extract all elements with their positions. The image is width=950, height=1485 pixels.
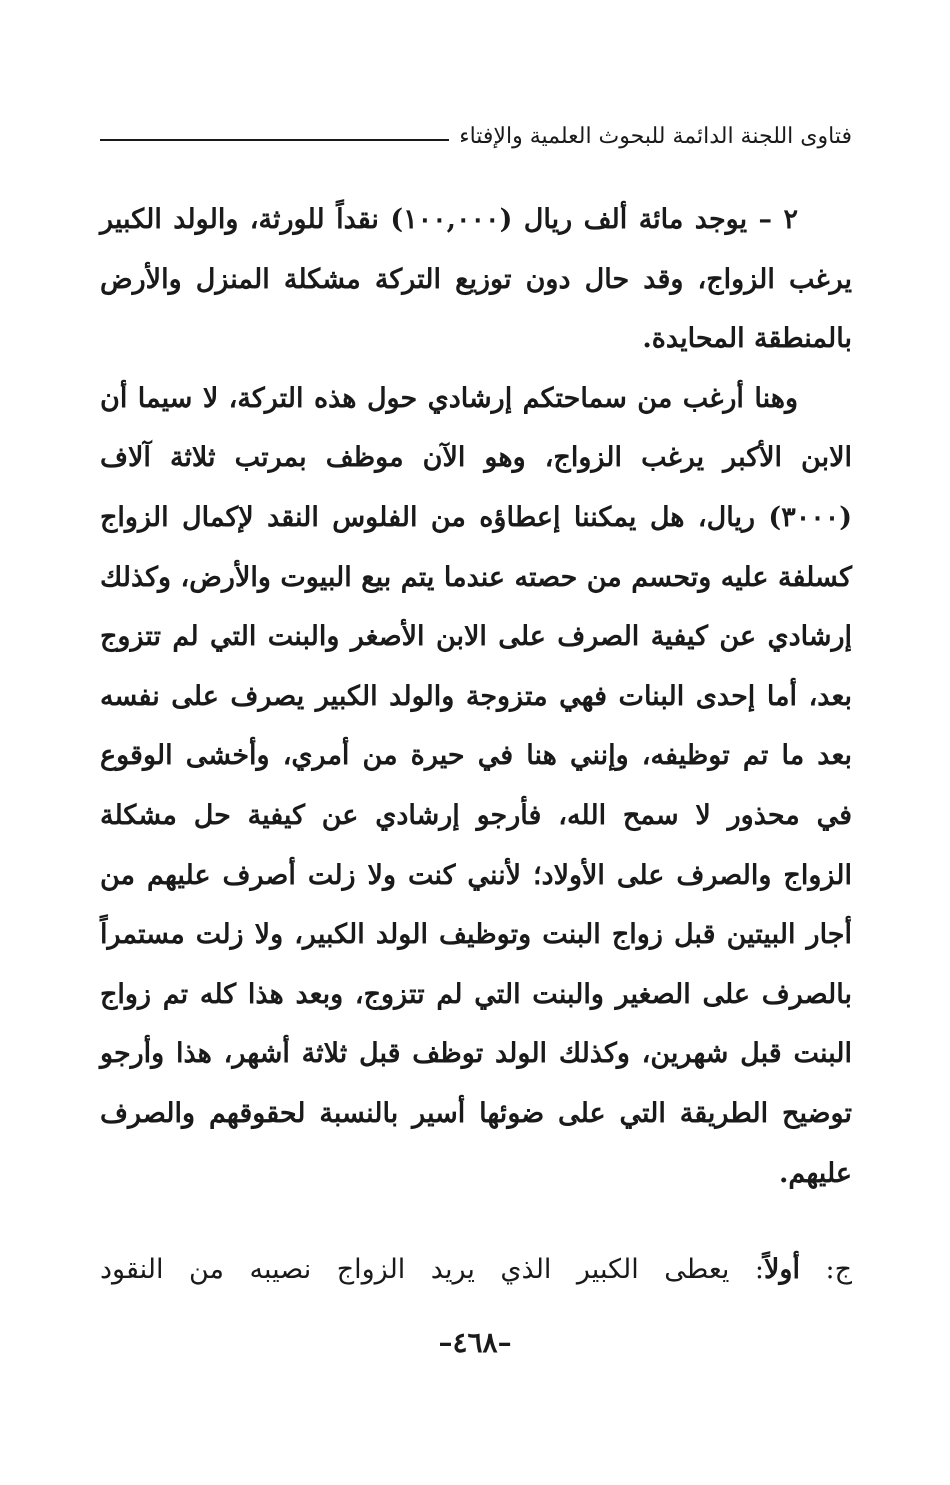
answer-lead: أولاً	[764, 1254, 800, 1285]
question-paragraph-2: وهنا أرغب من سماحتكم إرشادي حول هذه التركة، لا سيما أن الابن الأكبر يرغب الزواج، وهو الآن موظف بمرتب ثلاثة آلاف (٣٠٠٠) ريال، هل يمكننا إعطاؤه من الفلوس النقد لإكمال الزواج كسلفة عليه وتحسم من حصته عندما يتم بيع البيوت والأرض، وكذلك إرشادي عن كيفية الصرف على الابن الأصغر والبنت التي لم تتزوج بعد، أما إحدى البنات فهي متزوجة والولد الكبير يصرف على نفسه بعد ما تم توظيفه، وإنني هنا في حيرة من أمري، وأخشى الوقوع في محذور لا سمح الله، فأرجو إرشادي عن كيفية حل مشكلة الزواج والصرف على الأولاد؛ لأنني كنت ولا زلت أصرف عليهم من أجار البيتين قبل زواج البنت وتوظيف الولد الكبير، ولا زلت مستمراً بالصرف على الصغير والبنت التي لم تتزوج، وبعد هذا كله تم زواج البنت قبل شهرين، وكذلك الولد توظف قبل ثلاثة أشهر، هذا وأرجو توضيح الطريقة التي على ضوئها أسير بالنسبة لحقوقهم والصرف عليهم.	[100, 382, 852, 1189]
page-number: –٤٦٨–	[438, 1326, 512, 1359]
header-title: فتاوى اللجنة الدائمة للبحوث العلمية والإفتاء	[459, 123, 852, 149]
header-rule	[100, 139, 449, 141]
answer-body: : يعطى الكبير الذي يريد الزواج نصيبه من النقود	[100, 1254, 765, 1285]
answer-text	[100, 1240, 852, 1300]
answer-prefix: ج:	[799, 1254, 852, 1285]
question-paragraph-1: ٢ – يوجد مائة ألف ريال (١٠٠,٠٠٠) نقداً للورثة، والولد الكبير يرغب الزواج، وقد حال دون توزيع التركة مشكلة المنزل والأرض بالمنطقة المحايدة.	[100, 204, 852, 355]
running-header	[100, 118, 852, 154]
question-text	[100, 190, 852, 1203]
